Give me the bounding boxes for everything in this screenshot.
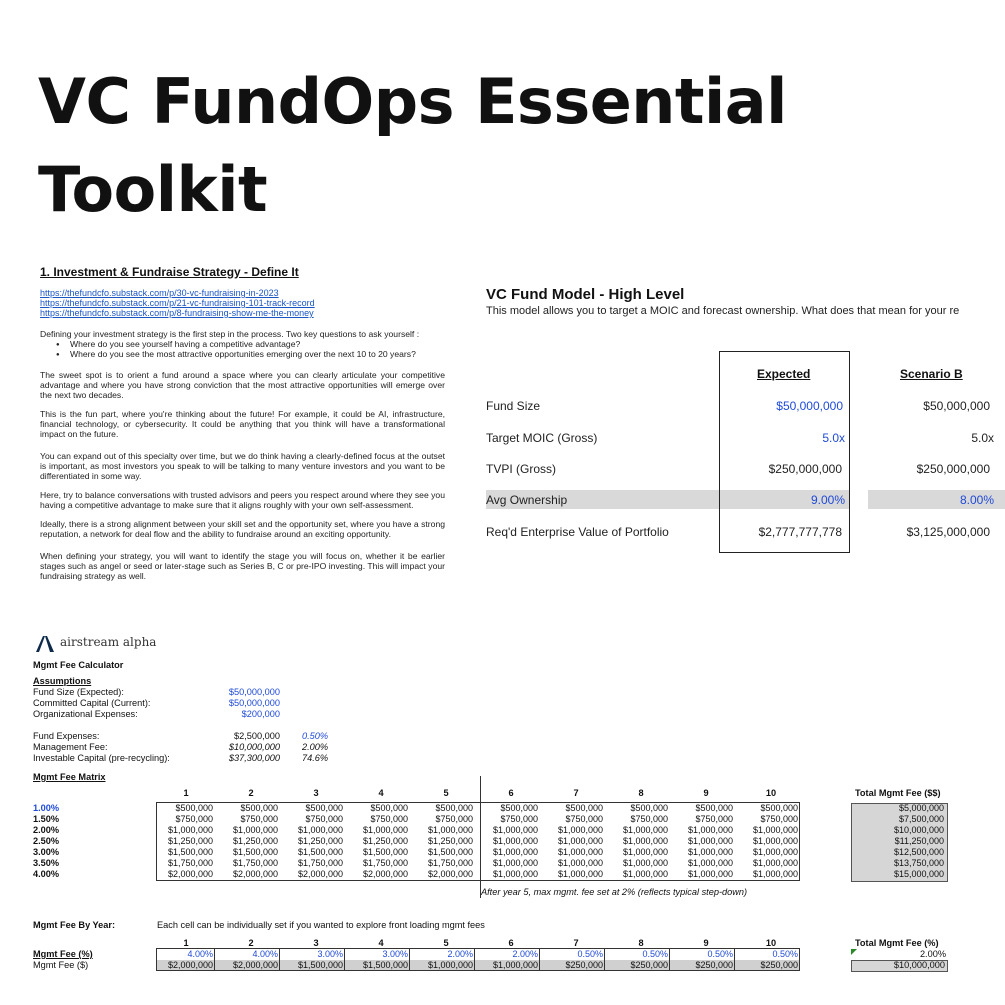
matrix-cell: $1,000,000 — [687, 847, 733, 857]
divider — [409, 948, 410, 970]
matrix-cell: $750,000 — [175, 814, 213, 824]
divider — [344, 948, 345, 970]
row-label: Req'd Enterprise Value of Portfolio — [486, 525, 669, 539]
matrix-cell: $750,000 — [305, 814, 343, 824]
fee-usd-cell: $1,500,000 — [362, 960, 408, 970]
expense-pct[interactable]: 0.50% — [302, 731, 329, 741]
matrix-cell: $1,000,000 — [492, 847, 538, 857]
paragraph: The sweet spot is to orient a fund around a space where you can clearly articulate your competitive advantage and where you have strong conviction that the most attractive opportunities will emerge over the next two decades. — [40, 370, 445, 401]
scenario-b-value[interactable]: $250,000,000 — [916, 462, 990, 476]
matrix-cell: $1,750,000 — [362, 858, 408, 868]
matrix-cell: $750,000 — [565, 814, 603, 824]
fee-pct-cell[interactable]: 0.50% — [772, 949, 798, 959]
total-fee-cell: $7,500,000 — [898, 814, 944, 824]
logo-text: airstream alpha — [60, 635, 157, 649]
cell-flag-icon — [851, 949, 857, 955]
matrix-cell: $500,000 — [305, 803, 343, 813]
rate-label: 3.50% — [33, 858, 60, 868]
matrix-cell: $2,000,000 — [232, 869, 278, 879]
row-label: Fund Size — [486, 399, 541, 413]
matrix-cell: $750,000 — [695, 814, 733, 824]
matrix-cell: $1,000,000 — [557, 869, 603, 879]
total-fee-cell: $15,000,000 — [893, 869, 944, 879]
divider — [156, 880, 800, 881]
assumption-label: Committed Capital (Current): — [33, 698, 151, 708]
fee-usd-cell: $250,000 — [760, 960, 798, 970]
matrix-cell: $500,000 — [565, 803, 603, 813]
year-header: 2 — [248, 938, 254, 948]
expense-label: Investable Capital (pre-recycling): — [33, 753, 170, 763]
article-link-3[interactable]: https://thefundcfo.substack.com/p/8-fundraising-show-me-the-money — [40, 308, 314, 318]
matrix-cell: $1,000,000 — [622, 825, 668, 835]
expected-value[interactable]: $50,000,000 — [776, 399, 843, 413]
matrix-cell: $1,250,000 — [232, 836, 278, 846]
airstream-logo-icon — [34, 632, 56, 654]
year-header: 3 — [313, 788, 319, 798]
calculator-title: Mgmt Fee Calculator — [33, 660, 124, 670]
vc-model-title: VC Fund Model - High Level — [486, 286, 685, 303]
scenario-b-header: Scenario B — [900, 367, 963, 381]
question-bullet: ● Where do you see yourself having a competitive advantage? — [40, 339, 416, 349]
matrix-cell: $1,000,000 — [622, 836, 668, 846]
fee-pct-cell[interactable]: 3.00% — [382, 949, 408, 959]
question-list — [40, 339, 416, 359]
fee-pct-cell[interactable]: 4.00% — [187, 949, 213, 959]
matrix-cell: $1,750,000 — [167, 858, 213, 868]
divider — [156, 948, 157, 970]
section-heading: 1. Investment & Fundraise Strategy - Define It — [40, 265, 299, 279]
matrix-cell: $750,000 — [500, 814, 538, 824]
matrix-cell: $1,000,000 — [622, 858, 668, 868]
expense-value: $2,500,000 — [234, 731, 280, 741]
total-pct-value: 2.00% — [919, 949, 946, 959]
paragraph: This is the fun part, where you're thinking about the future! For example, it could be AI, infrastructure, financial technology, or cybersecurity. It could be anything that you think will have a transformational impact on the future. — [40, 409, 445, 440]
matrix-cell: $500,000 — [370, 803, 408, 813]
year-header: 2 — [248, 788, 254, 798]
matrix-cell: $2,000,000 — [427, 869, 473, 879]
fee-usd-cell: $250,000 — [695, 960, 733, 970]
matrix-cell: $1,000,000 — [622, 869, 668, 879]
total-usd-value: $10,000,000 — [893, 960, 945, 970]
paragraph: When defining your strategy, you will want to identify the stage you will focus on, whether it be earlier stages such as angel or seed or later-stage such as Series B, C or pre-IPO investing. This will impact your fundraising strategy as well. — [40, 551, 445, 582]
matrix-cell: $500,000 — [175, 803, 213, 813]
fee-by-year-label: Mgmt Fee By Year: — [33, 920, 116, 930]
matrix-cell: $2,000,000 — [362, 869, 408, 879]
scenario-b-value[interactable]: $50,000,000 — [923, 399, 990, 413]
matrix-cell: $1,000,000 — [752, 847, 798, 857]
expected-header: Expected — [757, 367, 811, 381]
article-link-1[interactable]: https://thefundcfo.substack.com/p/30-vc-fundraising-in-2023 — [40, 288, 279, 298]
matrix-cell: $1,000,000 — [687, 858, 733, 868]
year-header: 6 — [508, 938, 514, 948]
matrix-cell: $750,000 — [760, 814, 798, 824]
year-header: 1 — [183, 788, 189, 798]
year-header: 4 — [378, 938, 384, 948]
rate-label: 3.00% — [33, 847, 60, 857]
matrix-cell: $1,000,000 — [492, 869, 538, 879]
expected-value[interactable]: $250,000,000 — [768, 462, 842, 476]
matrix-cell: $500,000 — [695, 803, 733, 813]
total-fee-cell: $5,000,000 — [898, 803, 944, 813]
matrix-cell: $1,750,000 — [297, 858, 343, 868]
rate-label: 2.50% — [33, 836, 60, 846]
total-fee-cell: $13,750,000 — [893, 858, 944, 868]
matrix-cell: $1,000,000 — [687, 836, 733, 846]
fee-usd-cell: $2,000,000 — [232, 960, 278, 970]
assumption-label: Organizational Expenses: — [33, 709, 138, 719]
expense-value: $37,300,000 — [228, 753, 280, 763]
matrix-cell: $1,000,000 — [752, 825, 798, 835]
matrix-cell: $1,000,000 — [362, 825, 408, 835]
fee-usd-label: Mgmt Fee ($) — [33, 960, 89, 970]
assumptions-heading: Assumptions — [33, 676, 92, 686]
intro-paragraph: Defining your investment strategy is the first step in the process. Two key questions to ask yourself : — [40, 329, 420, 339]
fee-by-year-note: Each cell can be individually set if you wanted to explore front loading mgmt fees — [157, 920, 485, 930]
fee-pct-cell[interactable]: 2.00% — [512, 949, 538, 959]
fee-usd-cell: $1,500,000 — [297, 960, 343, 970]
fee-pct-cell[interactable]: 4.00% — [252, 949, 278, 959]
page-title: VC FundOps Essential Toolkit — [38, 65, 787, 226]
matrix-cell: $1,500,000 — [362, 847, 408, 857]
vc-model-subtitle: This model allows you to target a MOIC and forecast ownership. What does that mean for your re — [486, 305, 960, 317]
matrix-cell: $1,500,000 — [427, 847, 473, 857]
matrix-cell: $2,000,000 — [167, 869, 213, 879]
total-pct-heading: Total Mgmt Fee (%) — [855, 938, 939, 948]
assumption-value[interactable]: $50,000,000 — [228, 698, 280, 708]
fee-pct-cell[interactable]: 0.50% — [642, 949, 668, 959]
matrix-cell: $1,000,000 — [557, 825, 603, 835]
divider — [214, 948, 215, 970]
matrix-cell: $1,000,000 — [232, 825, 278, 835]
matrix-cell: $1,500,000 — [297, 847, 343, 857]
matrix-cell: $1,250,000 — [297, 836, 343, 846]
matrix-cell: $1,000,000 — [687, 825, 733, 835]
matrix-cell: $1,250,000 — [427, 836, 473, 846]
year-header: 8 — [638, 938, 644, 948]
matrix-cell: $750,000 — [630, 814, 668, 824]
expected-column-box — [719, 351, 850, 553]
matrix-cell: $2,000,000 — [297, 869, 343, 879]
expected-value[interactable]: 5.0x — [822, 431, 845, 445]
row-label: TVPI (Gross) — [486, 462, 557, 476]
divider — [734, 948, 735, 970]
assumption-label: Fund Size (Expected): — [33, 687, 124, 697]
rate-label: 4.00% — [33, 869, 60, 879]
divider — [799, 802, 800, 880]
paragraph: Ideally, there is a strong alignment between your skill set and the opportunity set, where you have a strong reputation, a network for deal flow and the ability to fundraise around an exciting opportunity. — [40, 519, 445, 540]
matrix-note: After year 5, max mgmt. fee set at 2% (reflects typical step-down) — [481, 887, 748, 897]
expense-pct: 74.6% — [302, 753, 329, 763]
year-header: 6 — [508, 788, 514, 798]
expense-label: Management Fee: — [33, 742, 108, 752]
scenario-b-value[interactable]: 5.0x — [971, 431, 994, 445]
total-fee-cell: $12,500,000 — [893, 847, 944, 857]
total-fee-heading: Total Mgmt Fee ($$) — [855, 788, 941, 798]
year-header: 10 — [765, 788, 777, 798]
matrix-cell: $750,000 — [240, 814, 278, 824]
matrix-cell: $1,000,000 — [557, 847, 603, 857]
year-header: 5 — [443, 788, 449, 798]
matrix-cell: $1,000,000 — [492, 825, 538, 835]
matrix-cell: $1,000,000 — [297, 825, 343, 835]
matrix-cell: $500,000 — [500, 803, 538, 813]
year-header: 10 — [765, 938, 777, 948]
divider — [279, 948, 280, 970]
rate-label: 1.00% — [33, 803, 60, 813]
matrix-cell: $1,000,000 — [687, 869, 733, 879]
matrix-cell: $750,000 — [435, 814, 473, 824]
expense-value: $10,000,000 — [228, 742, 280, 752]
year-header: 5 — [443, 938, 449, 948]
expense-pct: 2.00% — [302, 742, 329, 752]
fee-pct-cell[interactable]: 0.50% — [707, 949, 733, 959]
matrix-cell: $750,000 — [370, 814, 408, 824]
fee-usd-cell: $250,000 — [565, 960, 603, 970]
matrix-cell: $1,000,000 — [752, 836, 798, 846]
year-header: 8 — [638, 788, 644, 798]
row-label: Avg Ownership — [486, 493, 568, 507]
divider — [474, 948, 475, 970]
fee-pct-cell[interactable]: 3.00% — [317, 949, 343, 959]
assumption-value[interactable]: $50,000,000 — [228, 687, 280, 697]
year-header: 7 — [573, 938, 579, 948]
matrix-cell: $1,000,000 — [492, 858, 538, 868]
fee-pct-cell[interactable]: 0.50% — [577, 949, 603, 959]
expected-value[interactable]: 9.00% — [810, 493, 845, 507]
divider — [604, 948, 605, 970]
expected-value[interactable]: $2,777,777,778 — [758, 525, 842, 539]
year-header: 9 — [703, 788, 709, 798]
matrix-cell: $1,000,000 — [622, 847, 668, 857]
divider — [669, 948, 670, 970]
row-label: Target MOIC (Gross) — [486, 431, 598, 445]
matrix-cell: $1,250,000 — [362, 836, 408, 846]
divider — [799, 948, 800, 970]
year-header: 4 — [378, 788, 384, 798]
matrix-cell: $1,000,000 — [557, 836, 603, 846]
assumption-value[interactable]: $200,000 — [241, 709, 280, 719]
matrix-cell: $1,750,000 — [427, 858, 473, 868]
total-fee-cell: $10,000,000 — [893, 825, 944, 835]
paragraph: Here, try to balance conversations with trusted advisors and peers you respect around where they see you having a competitive advantage to make sure that it aligns roughly with your own self-assessment. — [40, 490, 445, 511]
year-header: 9 — [703, 938, 709, 948]
total-fee-cell: $11,250,000 — [894, 836, 944, 846]
divider — [539, 948, 540, 970]
matrix-cell: $500,000 — [760, 803, 798, 813]
fee-pct-label: Mgmt Fee (%) — [33, 949, 93, 959]
matrix-cell: $1,000,000 — [752, 858, 798, 868]
year-header: 7 — [573, 788, 579, 798]
rate-label: 2.00% — [33, 825, 60, 835]
year-header: 3 — [313, 938, 319, 948]
matrix-cell: $500,000 — [240, 803, 278, 813]
matrix-heading: Mgmt Fee Matrix — [33, 772, 106, 782]
matrix-cell: $1,000,000 — [752, 869, 798, 879]
expense-label: Fund Expenses: — [33, 731, 100, 741]
matrix-cell: $1,000,000 — [427, 825, 473, 835]
scenario-b-value[interactable]: 8.00% — [959, 493, 994, 507]
question-bullet: ● Where do you see the most attractive opportunities emerging over the next 10 to 20 years? — [40, 349, 416, 359]
fee-usd-cell: $1,000,000 — [427, 960, 473, 970]
fee-usd-cell: $1,000,000 — [492, 960, 538, 970]
rate-label: 1.50% — [33, 814, 60, 824]
paragraph: You can expand out of this specialty over time, but we do think having a clearly-defined focus at the outset is important, as most investors you speak to will be talking to many venture investors and you want to be differentiated in some way. — [40, 451, 445, 482]
fee-usd-cell: $250,000 — [630, 960, 668, 970]
matrix-cell: $1,250,000 — [167, 836, 213, 846]
matrix-cell: $1,000,000 — [557, 858, 603, 868]
matrix-cell: $1,500,000 — [167, 847, 213, 857]
article-link-2[interactable]: https://thefundcfo.substack.com/p/21-vc-fundraising-101-track-record — [40, 298, 315, 308]
matrix-cell: $1,000,000 — [167, 825, 213, 835]
matrix-cell: $500,000 — [630, 803, 668, 813]
matrix-cell: $1,750,000 — [232, 858, 278, 868]
year-header: 1 — [183, 938, 189, 948]
matrix-cell: $1,500,000 — [232, 847, 278, 857]
fee-pct-cell[interactable]: 2.00% — [447, 949, 473, 959]
matrix-cell: $1,000,000 — [492, 836, 538, 846]
matrix-cell: $500,000 — [435, 803, 473, 813]
scenario-b-value[interactable]: $3,125,000,000 — [906, 525, 990, 539]
fee-usd-cell: $2,000,000 — [167, 960, 213, 970]
